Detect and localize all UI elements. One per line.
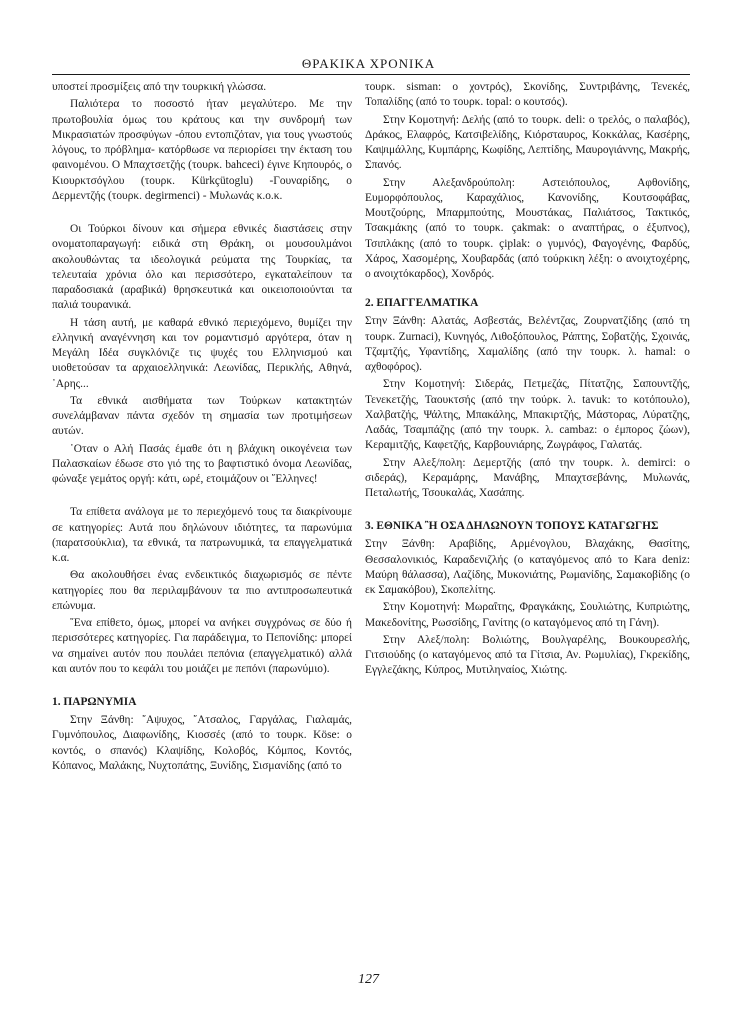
- paragraph: Οι Τούρκοι δίνουν και σήμερα εθνικές διαστάσεις στην ονοματοπαραγωγή: ειδικά στη Θράκη, οι μουσουλμάνοι ακολουθώντας τα ιδεολογικά ρεύματα της Τουρκίας, τα τελευταία χρόνια όλο και περισσότερο, εγκαταλείπουν τα παραδοσιακά (αραβικά) θρησκευτικά και οικειοποιούνται τα παλιά τουρανικά.: [52, 223, 352, 312]
- paragraph: Στην Κομοτηνή: Μωραΐτης, Φραγκάκης, Σουλιώτης, Κυπριώτης, Μακεδονίτης, Ρωσσίδης, Γανίτης (ο καταγόμενος από τη Γάνη).: [365, 601, 690, 629]
- paragraph: Παλιότερα το ποσοστό ήταν μεγαλύτερο. Με την πρωτοβουλία όμως του κράτους και την συνδρομή των Μικρασιατών προσφύγων -όπου εντοπιζόταν, για τους γνωστούς λόγους, το πρόβλημα- κατόρθωσε να περιορίσει την έκταση του φαινομένου. Ο Μπαχτσετζής (τουρκ. bahceci) έγινε Κηπουρός, ο Κιουρκτσόγλου (τουρκ. Kürkçütoglu) -Γουναρίδης, ο Δερμεντζής (τουρκ. degirmenci) - Μυλωνάς κ.ο.κ.: [52, 98, 352, 202]
- running-header: ΘΡΑΚΙΚΑ ΧΡΟΝΙΚΑ: [301, 56, 436, 71]
- paragraph: ῾Οταν ο Αλή Πασάς έμαθε ότι η βλάχικη οικογένεια των Παλασκαίων έδωσε στο γιό της το βαφτιστικό όνομα Λεωνίδας, φώναξε γεμάτος οργή: κάτι, ωρέ, ετοιμάζουν οι ῞Ελληνες!: [52, 442, 352, 485]
- header-rule: [52, 74, 690, 75]
- right-column: [365, 80, 690, 681]
- paragraph: Τα επίθετα ανάλογα με το περιεχόμενό τους τα διακρίνουμε σε κατηγορίες: Αυτά που δηλώνουν ιδιότητες, τα παρωνύμια (παρατσούκλια), τα εθνικά, τα πατρωνυμικά, τα επαγγελματικά κ.α.: [52, 506, 352, 564]
- paragraph: Στην Αλεξανδρούπολη: Αστειόπουλος, Αφθονίδης, Ευμορφόπουλος, Καραχάλιος, Κανονίδης, Κουτσοφάβας, Μουτζούρης, Μπαρμπούτης, Μουστάκας, Παλιάτσος, Τακτικός, Τσακμάκης (από το τουρκ. çakmak: ο αναπτήρας, ο έξυπνος), Τσιπλάκης (από το τουρκ. çiplak: ο γυμνός), Φαγογένης, Φαρδύς, Χάρος, Χασομέρης, Χουβαρδάς (από τούρκικη λέξη: ο ανοιχτοχέρης, ο ανοιχτόκαρδος), Χονδρός.: [365, 176, 690, 280]
- section-heading-paronymia: 1. ΠΑΡΩΝΥΜΙΑ: [52, 696, 137, 708]
- paragraph: Στην Ξάνθη: Αραβίδης, Αρμένογλου, Βλαχάκης, Θασίτης, Θεσσαλονικιός, Καραδενιζλής (ο καταγόμενος από το Kara deniz: Μαύρη θάλασσα), Λαζίδης, Μυκονιάτης, Ρωμανίδης, Σαμακοβίδης (ο εκ Σαμακόβου), Σκοπελίτης.: [365, 538, 690, 596]
- paragraph: τουρκ. sisman: ο χοντρός), Σκονίδης, Συντριβάνης, Τενεκές, Τοπαλίδης (από το τουρκ. topal: ο κουτσός).: [365, 81, 690, 109]
- paragraph: Στην Ξάνθη: ῎Αψυχος, ῎Ατσαλος, Γαργάλας, Γιαλαμάς, Γυμνόπουλος, Διαφωνίδης, Κιοσσές (από το τουρκ. Köse: ο κοντός, ο σπανός) Κλαψίδης, Κολοβός, Κόμπος, Κοντός, Κόπανος, Μαλάκης, Νυχτοπάτης, Ξυνίδης, Σισμανίδης (από το: [52, 714, 352, 772]
- paragraph: Τα εθνικά αισθήματα των Τούρκων κατακτητών συνελάμβαναν πάντα σχεδόν τη σημασία των προτιμήσεων αυτών.: [52, 394, 352, 438]
- paragraph: Στην Κομοτηνή: Δελής (από το τουρκ. deli: ο τρελός, ο παλαβός), Δράκος, Ελαφρός, Κατσιβελίδης, Κιόρσταυρος, Κοκκάλας, Κασέρης, Καψιμάλλης, Κυμπάρης, Κωφίδης, Λεπτίδης, Μαυρογιάννης, Μακρής, Σπανός.: [365, 113, 690, 172]
- paragraph: Η τάση αυτή, με καθαρά εθνικό περιεχόμενο, θυμίζει την ελληνική αναγέννηση και τον ρομαντισμό αργότερα, όταν η Μεγάλη Ιδέα συγκλόνιζε τις ψυχές του Ελληνισμού και υιοθετούσαν τα αρχαιοελληνικά: Λεωνίδας, Περικλής, Αθηνά, ᾿Αρης...: [52, 316, 352, 390]
- section-heading-epangelmatika: 2. ΕΠΑΓΓΕΛΜΑΤΙΚΑ: [365, 297, 479, 310]
- paragraph: Στην Κομοτηνή: Σιδεράς, Πετμεζάς, Πίτατζης, Σαπουντζής, Τενεκετζής, Ταουκτσής (από την τούρκ. λ. tavuk: το κοτόπουλο), Χαλβατζής, Ψάλτης, Μπακάλης, Μπακιρτζής, Μάστορας, Λύρατζης, Λαδάς, Τσαμπάζης (από την τουρκ. λ. cambaz: ο έμπορος ζώων), Κεραμιτζής, Καφετζής, Καρβουνιάρης, Ζωγράφος, Γαλατάς.: [365, 378, 690, 452]
- section-heading-ethnika: 3. ΕΘΝΙΚΑ ῍Η ΟΣΑ ΔΗΛΩΝΟΥΝ ΤΟΠΟΥΣ ΚΑΤΑΓΩΓΗΣ: [365, 520, 659, 533]
- paragraph: ῞Ενα επίθετο, όμως, μπορεί να ανήκει συγχρόνως σε δύο ή περισσότερες κατηγορίες. Για παράδειγμα, το Πεπονίδης: μπορεί να σημαίνει αυτόν που πουλάει πεπόνια (επαγγελματικό) αλλά και αυτόν που το κεφάλι του μοιάζει με πεπόνι (παρωνύμιο).: [52, 617, 352, 675]
- paragraph: Θα ακολουθήσει ένας ενδεικτικός διαχωρισμός σε πέντε κατηγορίες που θα περιλαμβάνουν τα πιο αντιπροσωπευτικά επώνυμα.: [52, 569, 352, 612]
- paragraph: Στην Αλεξ/πολη: Δεμερτζής (από την τουρκ. λ. demirci: ο σιδεράς), Κεραμάρης, Μανάβης, Μπαχτσεβάνης, Μυλωνάς, Πεταλωτής, Τσουκαλάς, Χασάπης.: [365, 456, 690, 499]
- paragraph: Στην Ξάνθη: Αλατάς, Ασβεστάς, Βελέντζας, Ζουρνατζίδης (από τη τουρκ. Zurnaci), Κυνηγός, Λιθοξόπουλος, Ράπτης, Σοβατζής, Σχοινάς, Τζαμτζής, Υφαντίδης, Χαμαλίδης (από την τουρκ. λ. hamal: ο αχθοφόρος).: [365, 315, 690, 373]
- paragraph: Στην Αλεξ/πολη: Βολιώτης, Βουλγαρέλης, Βουκουρεσλής, Γιτσιούδης (ο καταγόμενος από τα Γίτσια, Αν. Ρωμυλίας), Γκρεκίδης, Εγγλεζάκης, Κύπρος, Μυτιληναίος, Χιώτης.: [365, 633, 690, 677]
- paragraph: υποστεί προσμίξεις από την τουρκική γλώσσα.: [52, 81, 267, 93]
- page-number: 127: [358, 972, 379, 987]
- left-column: [52, 80, 352, 776]
